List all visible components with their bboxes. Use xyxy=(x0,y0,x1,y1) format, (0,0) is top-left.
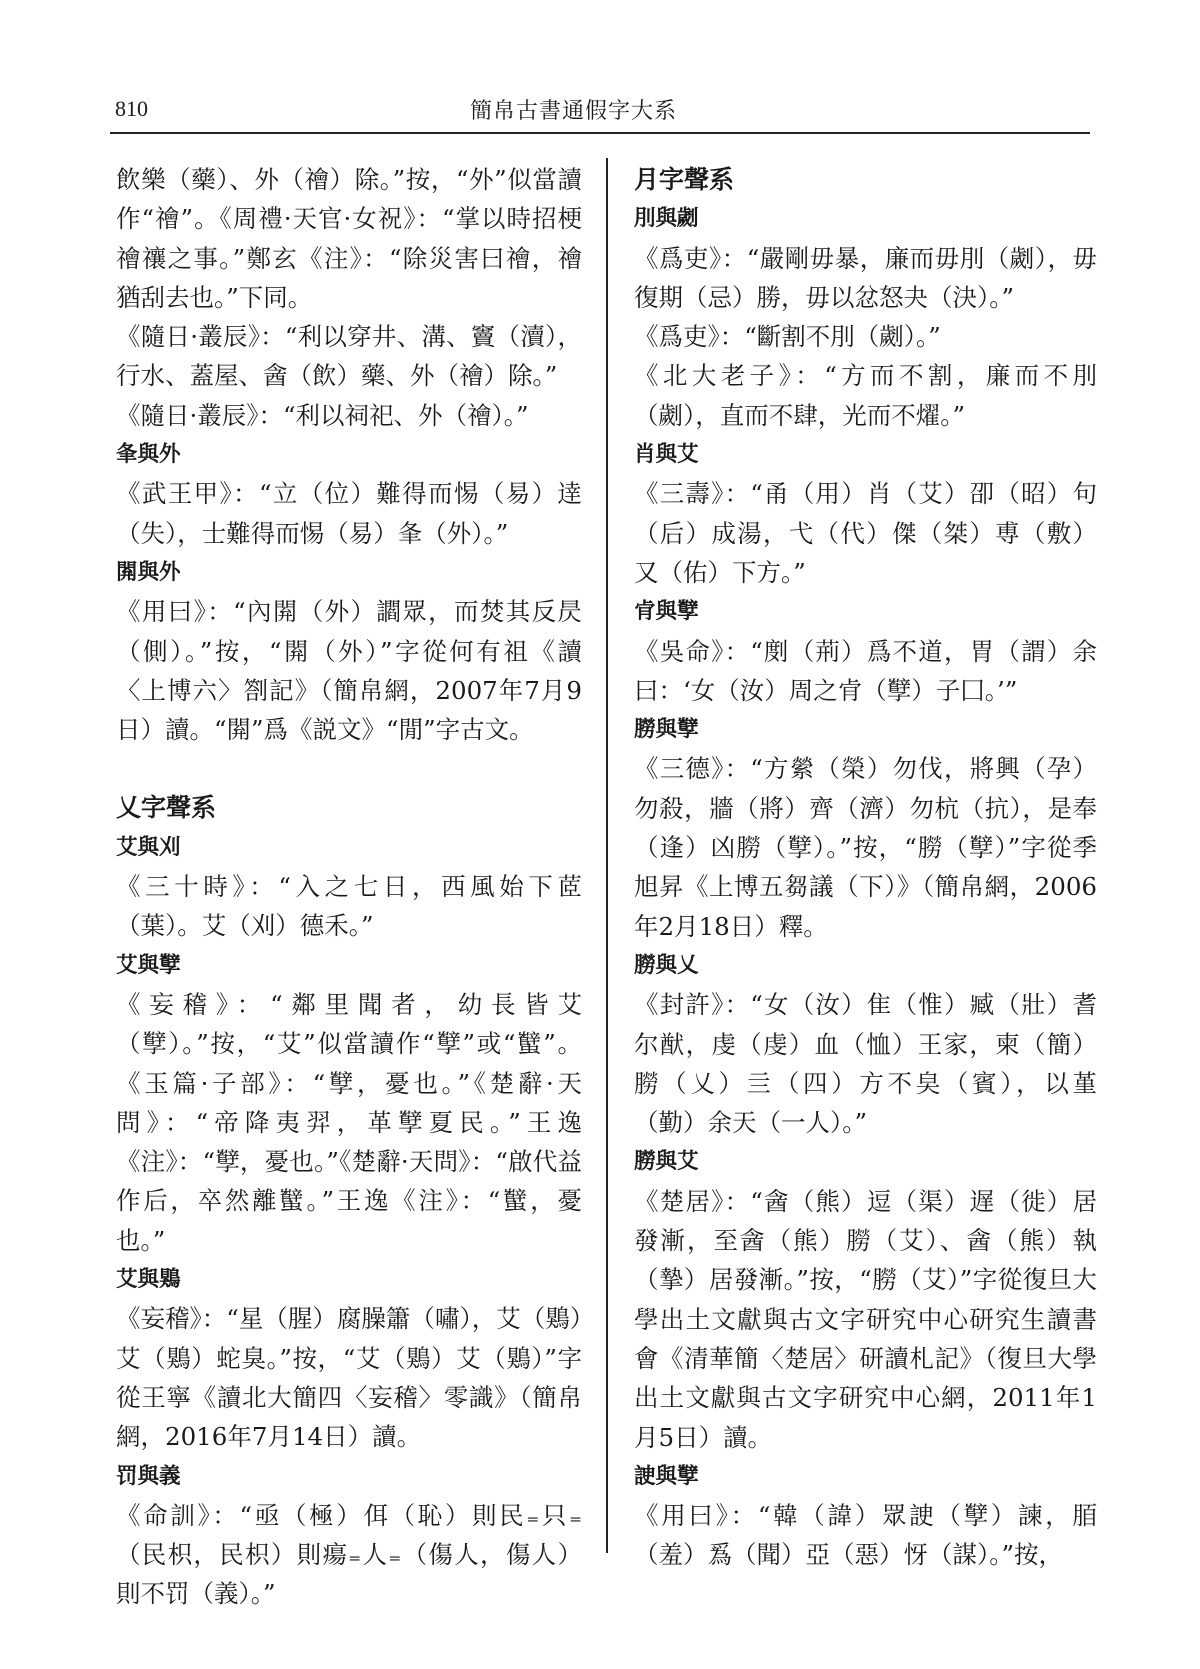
entry-text: 《妄稽》：“鄰里聞者，幼長皆艾（孼）。”按，“艾”似當讀作“孼”或“蠥”。《玉篇·子部》：“孼，憂也。”《楚辭·天問》：“帝降夷羿，革孼夏民。”王逸《注》：“孼，憂也。”《楚辭·天問》：“啟代益作后，卒然離蠥。”王逸《注》：“蠥，憂也。” xyxy=(116,989,582,1255)
entry-title: 肖與艾 xyxy=(634,442,699,468)
entry-text: 《武王甲》：“立（位）難得而惕（易）逹（失），士難得而惕（易）夆（外）。” xyxy=(116,479,582,548)
entry-title: 艾與刈 xyxy=(116,834,181,860)
entry-title: 罚與義 xyxy=(116,1463,181,1489)
entry-text: 《命訓》：“亟（極）佴（恥）則民₌只₌（民枳，民枳）則瘍₌人₌（傷人，傷人）則不罚（義）。” xyxy=(116,1500,582,1609)
running-title: 簡帛古書通假字大系 xyxy=(470,99,678,124)
entry xyxy=(634,1457,1097,1575)
entry-title: 䛕與孼 xyxy=(634,1463,699,1489)
section-title: 乂字聲系 xyxy=(116,793,217,823)
entry-text: 《爲吏》：“斷割不刖（劌）。” xyxy=(634,322,941,352)
entry xyxy=(634,1142,1097,1456)
entry-text: 《爲吏》：“嚴剛毋暴，廉而毋刖（劌），毋復期（忌）勝，毋以忿怒夬（決）。” xyxy=(634,243,1097,312)
entry-text: 《三德》：“方縈（榮）勿伐，將興（孕）勿殺，牆（將）齊（濟）勿杭（抗），是奉（逢）凶朥（孼）。”按，“朥（孼）”字從季旭昇《上博五芻議（下）》（簡帛網，2006年2月18日）釋。 xyxy=(634,754,1097,941)
entry-text: 《用曰》：“韓（諱）眾䛕（孼）諫，脜（羞）𤔡（聞）亞（惡）㤉（謀）。”按， xyxy=(634,1501,1097,1570)
entry-title: 夆與外 xyxy=(116,442,181,468)
entry-text: 《北大老子》：“方而不割，廉而不刖（劌），直而不肆，光而不燿。” xyxy=(634,361,1097,430)
entry xyxy=(116,435,582,553)
section-title: 月字聲系 xyxy=(634,165,735,194)
page-number: 810 xyxy=(115,96,148,121)
section-gap xyxy=(116,749,582,788)
entry-text: 《用曰》：“內閞（外）讇眾，而焚其反昃（側）。”按，“閞（外）”字從何有祖《讀〈上博六〉劄記》（簡帛網，2007年7月9日）讀。“閞”爲《説文》“閒”字古文。 xyxy=(116,597,582,745)
entry xyxy=(116,828,582,946)
paragraph: 飲樂（藥）、外（禬）除。”按，“外”似當讀作“禬”。《周禮·天官·女祝》：“掌以時招梗禬禳之事。”鄭玄《注》：“除災害曰禬，禬猶刮去也。”下同。 xyxy=(116,165,582,312)
entry xyxy=(634,435,1097,592)
right-column xyxy=(634,160,1097,1575)
paragraph: 《隨日·叢辰》：“利以穿井、溝、竇（瀆），行水、蓋屋、酓（飲）藥、外（禬）除。” xyxy=(116,322,582,391)
entry xyxy=(634,199,1097,435)
entry-title: 朥與艾 xyxy=(634,1149,699,1175)
paragraph: 《隨日·叢辰》：“利以祠祀、外（禬）。” xyxy=(116,400,529,430)
entry-text: 《吳命》：“剫（荊）爲不道，胃（謂）余曰：‘女（汝）周之肻（孼）子囗。’” xyxy=(634,636,1097,705)
column-divider xyxy=(606,158,608,1553)
entry-title: 艾與孼 xyxy=(116,952,181,978)
entry-title: 朥與乂 xyxy=(634,952,699,978)
entry xyxy=(116,1260,582,1456)
entry xyxy=(634,592,1097,710)
entry-text: 《楚居》：“酓（熊）逗（渠）遅（徙）居發漸，至酓（熊）朥（艾）、酓（熊）執（摯）居發漸。”按，“朥（艾）”字從復旦大學出土文獻與古文字研究中心研究生讀書會《清華簡〈楚居〉研讀札記》（復旦大學出土文獻與古文字研究中心網，2011年1月5日）讀。 xyxy=(634,1186,1097,1452)
entry xyxy=(634,946,1097,1142)
entry-text: 《妄稽》：“星（腥）腐臊簫（嘯），艾（鶪）艾（鶪）蛇臭。”按，“艾（鶪）艾（鶪）”字從王寧《讀北大簡四〈妄稽〉零識》（簡帛網，2016年7月14日）讀。 xyxy=(116,1304,582,1452)
entry-title: 朥與孼 xyxy=(634,717,699,743)
entry-text: 《三十時》：“入之七日，西風始下茝（葉）。艾（刈）德禾。” xyxy=(116,872,582,941)
entry xyxy=(634,710,1097,946)
entry xyxy=(116,1457,582,1614)
entry xyxy=(116,946,582,1260)
header-rule xyxy=(110,132,1090,134)
entry-text: 《封許》：“女（汝）隹（惟）臧（壯）耆尔猷，虔（虔）血（恤）王家，柬（簡）朥（乂）亖（四）方不㚖（賓），以堇（勤）余天（一人）。” xyxy=(634,990,1097,1138)
entry-title: 刖與劌 xyxy=(634,206,699,232)
left-column xyxy=(116,160,582,1614)
entry-text: 《三壽》：“甬（用）肖（艾）卲（昭）句（后）成湯，弋（代）傑（桀）尃（敷）又（佑）下方。” xyxy=(634,479,1097,587)
entry-title: 艾與鶪 xyxy=(116,1267,181,1293)
entry xyxy=(116,553,582,749)
entry-title: 閞與外 xyxy=(116,559,181,585)
entry-title: 肻與孼 xyxy=(634,599,699,625)
